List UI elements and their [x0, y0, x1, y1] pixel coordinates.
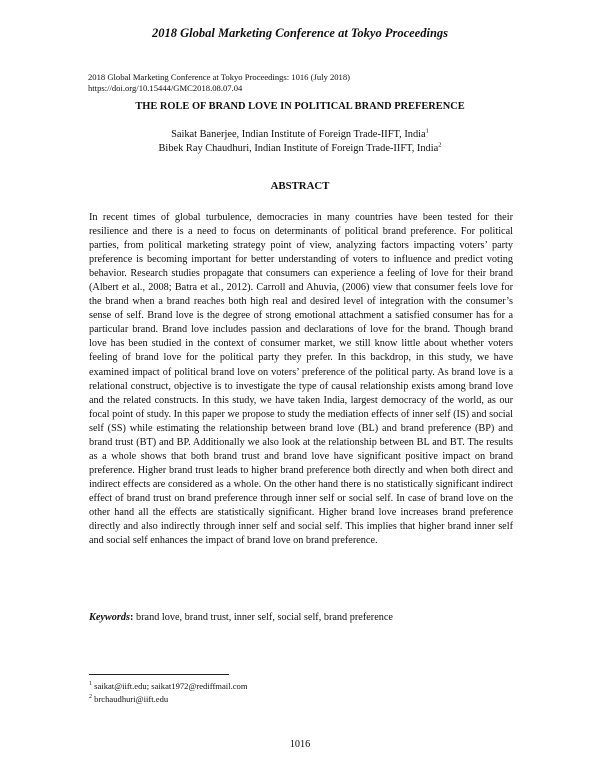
- footnote-marker: 2: [438, 141, 442, 149]
- footnote-number: 1: [89, 681, 92, 688]
- footnote-2: [89, 693, 489, 706]
- abstract-heading: ABSTRACT: [270, 180, 330, 192]
- footnote-email[interactable]: brchaudhuri@iift.edu: [92, 693, 169, 704]
- footnote-email[interactable]: saikat@iift.edu; saikat1972@rediffmail.com: [92, 681, 248, 691]
- keywords-separator: :: [130, 612, 134, 623]
- author-2: [0, 142, 600, 156]
- footnote-marker: 1: [425, 127, 429, 135]
- keywords: [89, 612, 519, 623]
- citation-line: 2018 Global Marketing Conference at Tokyo Proceedings: 1016 (July 2018): [88, 72, 351, 82]
- doi-link[interactable]: https://doi.org/10.15444/GMC2018.08.07.04: [88, 83, 243, 93]
- footnote-1: [89, 680, 489, 693]
- footnotes: [89, 680, 489, 705]
- author-name: Saikat Banerjee, Indian Institute of Foreign Trade-IIFT, India: [171, 129, 426, 140]
- running-head: 2018 Global Marketing Conference at Tokyo Proceedings: [151, 26, 449, 40]
- page-number: 1016: [289, 739, 311, 750]
- keywords-label: Keywords: [89, 612, 130, 623]
- author-name: Bibek Ray Chaudhuri, Indian Institute of Foreign Trade-IIFT, India: [158, 143, 439, 154]
- footnote-divider: [89, 674, 229, 675]
- abstract-text: In recent times of global turbulence, democracies in many countries have been tested for their resilience and there is a need to focus on determinants of political brand preference. For political parties, from political marketing strategy point of view, analyzing factors impacting voters’ party preference is becoming important for better understanding of voters to influence and predict voting behavior. Research studies propagate that consumers can experience a feeling of love for their brand (Albert et al., 2008; Batra et al., 2012). Carroll and Ahuvia, (2006) view that consumer feels love for the brand when a brand reaches both high real and desired level of integration with the consumer’s sense of self. Brand love is the degree of strong emotional attachment a satisfied consumer has for a particular brand. Brand love includes passion and declarations of love for the brand. Though brand love has been studied in the context of consumer market, we still know little about whether voters feeling of brand love for the political party they prefer. In this backdrop, in this study, we have examined impact of political brand love on voters’ preference of the political party. As brand love is a relational construct, objective is to investigate the type of causal relationship exists among brand love and the related constructs. In this study, we have taken India, largest democracy of the world, as our focal point of study. In this paper we propose to study the mediation effects of inner self (IS) and social self (SS) while estimating the relationship between brand love (BL) and brand preference (BP) and brand trust (BT) and BP. Additionally we also look at the relationship between BL and BT. The results as a whole shows that both brand trust and brand love have significant positive impact on brand preference. Higher brand trust leads to higher brand preference both directly and when both direct and indirect effects are considered as a whole. On the other hand there is no statistically significant indirect effect of brand trust on brand preference through inner self or social self. In case of brand love on the other hand all the effects are statistically significant. Higher brand love increases brand preference directly and also indirectly through inner self and social self. This implies that higher brand inner self and social self enhances the impact of brand love on brand preference.: [89, 212, 513, 547]
- author-1: [0, 128, 600, 142]
- footnote-number: 2: [89, 693, 92, 700]
- author-list: [0, 128, 600, 156]
- paper-title: THE ROLE OF BRAND LOVE IN POLITICAL BRAND PREFERENCE: [135, 101, 465, 112]
- citation-block: [88, 72, 518, 94]
- keywords-text: brand love, brand trust, inner self, social self, brand preference: [133, 612, 393, 623]
